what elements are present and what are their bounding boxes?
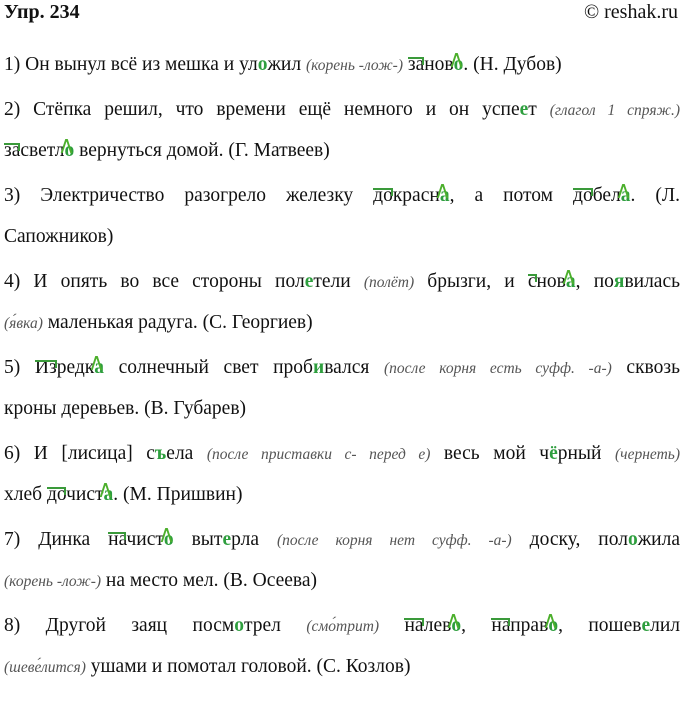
grammar-note: (корень -лож-) bbox=[305, 57, 404, 74]
ending-marked: о bbox=[548, 615, 559, 636]
exercise-item-8 bbox=[4, 605, 680, 687]
sentence-text: чист bbox=[66, 484, 104, 505]
highlighted-letter: я bbox=[613, 271, 625, 292]
sentence-text: ушами и помотал головой. (С. Козлов) bbox=[85, 656, 411, 677]
sentence-text: рный bbox=[557, 443, 616, 464]
exercise-item-1 bbox=[4, 44, 680, 85]
text-line bbox=[4, 216, 680, 257]
exercise-item-6 bbox=[4, 433, 680, 515]
ending-marked: о bbox=[163, 529, 174, 550]
sentence-text: нов bbox=[536, 271, 566, 292]
grammar-note: (глагол 1 спряж.) bbox=[549, 102, 680, 119]
sentence-text: . (Н. Дубов) bbox=[463, 54, 562, 75]
sentence-text: , а потом bbox=[449, 185, 574, 206]
text-line bbox=[4, 646, 680, 687]
sentence-text: 8) Другой заяц посм bbox=[4, 615, 235, 636]
sentence-text: светл bbox=[20, 140, 65, 161]
grammar-note: (после корня есть суфф. -а-) bbox=[384, 360, 612, 377]
exercise-title: Упр. 234 bbox=[4, 1, 80, 23]
grammar-note: (после приставки с- перед е) bbox=[206, 446, 431, 463]
sentence-text: на место мел. (В. Осеева) bbox=[101, 570, 318, 591]
sentence-text: , bbox=[461, 615, 492, 636]
grammar-note: (смо́трит) bbox=[306, 618, 380, 635]
grammar-note: (я́вка) bbox=[4, 315, 43, 332]
highlighted-letter: ё bbox=[549, 443, 558, 464]
highlighted-letter: и bbox=[312, 357, 325, 378]
prefix-marked: до bbox=[373, 185, 393, 206]
ending-marked: о bbox=[453, 54, 464, 75]
text-line bbox=[4, 302, 680, 343]
exercise-item-2 bbox=[4, 89, 680, 171]
prefix-marked: на bbox=[404, 615, 424, 636]
sentence-text: . (Л. bbox=[630, 185, 680, 206]
sentence-text: доску, пол bbox=[511, 529, 628, 550]
sentence-text: трел bbox=[243, 615, 307, 636]
ending-marked: а bbox=[620, 185, 631, 206]
grammar-note: (полёт) bbox=[363, 274, 415, 291]
sentence-text: жила bbox=[637, 529, 680, 550]
sentence-text: , пошев bbox=[558, 615, 642, 636]
sentence-text: редк bbox=[56, 357, 95, 378]
sentence-text: , по bbox=[575, 271, 614, 292]
sentence-text: хлеб bbox=[4, 484, 47, 505]
sentence-text: 6) И [лисица] с bbox=[4, 443, 155, 464]
sentence-text: жил bbox=[267, 54, 306, 75]
highlighted-letter: о bbox=[257, 54, 268, 75]
text-line bbox=[4, 388, 680, 429]
sentence-text: ела bbox=[166, 443, 207, 464]
exercise-content bbox=[4, 44, 680, 691]
grammar-note: (чернеть) bbox=[615, 446, 680, 463]
text-line bbox=[4, 347, 680, 388]
exercise-item-5 bbox=[4, 347, 680, 429]
sentence-text: 5) bbox=[4, 357, 35, 378]
sentence-text: 7) Динка bbox=[4, 529, 109, 550]
exercise-item-7 bbox=[4, 519, 680, 601]
ending-marked: а bbox=[94, 357, 104, 378]
prefix-marked: Из bbox=[34, 357, 57, 378]
sentence-text: чист bbox=[126, 529, 164, 550]
sentence-text: прав bbox=[510, 615, 549, 636]
highlighted-letter: ъ bbox=[154, 443, 167, 464]
sentence-text: тели bbox=[313, 271, 364, 292]
prefix-marked: на bbox=[108, 529, 127, 550]
prefix-marked: с bbox=[527, 271, 537, 292]
sentence-text: вался bbox=[324, 357, 384, 378]
highlighted-letter: о bbox=[234, 615, 244, 636]
text-line bbox=[4, 261, 680, 302]
ending-marked: а bbox=[565, 271, 576, 292]
exercise-item-3 bbox=[4, 175, 680, 257]
grammar-note: (корень -лож-) bbox=[4, 573, 102, 590]
sentence-text: лил bbox=[650, 615, 680, 636]
copyright-label: © reshak.ru bbox=[583, 1, 678, 23]
page-header bbox=[4, 0, 678, 26]
sentence-text: брызги, и bbox=[414, 271, 528, 292]
sentence-text: рла bbox=[231, 529, 277, 550]
sentence-text: т bbox=[528, 99, 550, 120]
sentence-text: вилась bbox=[624, 271, 681, 292]
grammar-note: (после корня нет суфф. -а-) bbox=[276, 532, 512, 549]
sentence-text: весь мой ч bbox=[430, 443, 550, 464]
sentence-text bbox=[379, 615, 404, 636]
sentence-text: нов bbox=[424, 54, 454, 75]
sentence-text: 4) И опять во все стороны пол bbox=[4, 271, 305, 292]
text-line bbox=[4, 89, 680, 130]
sentence-text: бел bbox=[592, 185, 621, 206]
highlighted-letter: е bbox=[222, 529, 232, 550]
sentence-text: Сапожников) bbox=[4, 226, 114, 247]
sentence-text: 2) Стёпка решил, что времени ещё немного и он успе bbox=[4, 99, 520, 120]
prefix-marked: за bbox=[4, 140, 21, 161]
prefix-marked: за bbox=[407, 54, 425, 75]
text-line bbox=[4, 44, 680, 85]
sentence-text: . (М. Пришвин) bbox=[113, 484, 243, 505]
text-line bbox=[4, 605, 680, 646]
sentence-text: выт bbox=[173, 529, 223, 550]
prefix-marked: на bbox=[491, 615, 511, 636]
highlighted-letter: е bbox=[641, 615, 651, 636]
sentence-text: 1) Он вынул всё из мешка и ул bbox=[4, 54, 258, 75]
sentence-text: солнечный свет проб bbox=[103, 357, 313, 378]
highlighted-letter: о bbox=[627, 529, 638, 550]
exercise-item-4 bbox=[4, 261, 680, 343]
text-line bbox=[4, 175, 680, 216]
sentence-text: кроны деревьев. (В. Губарев) bbox=[4, 398, 247, 419]
highlighted-letter: е bbox=[519, 99, 529, 120]
text-line bbox=[4, 519, 680, 560]
prefix-marked: до bbox=[46, 484, 67, 505]
sentence-text: сквозь bbox=[611, 357, 680, 378]
sentence-text: 3) Электричество разогрело железку bbox=[4, 185, 374, 206]
text-line bbox=[4, 130, 680, 171]
text-line bbox=[4, 560, 680, 601]
highlighted-letter: е bbox=[304, 271, 314, 292]
ending-marked: а bbox=[103, 484, 114, 505]
sentence-text: красн bbox=[392, 185, 440, 206]
ending-marked: а bbox=[439, 185, 450, 206]
grammar-note: (шеве́лится) bbox=[4, 659, 86, 676]
sentence-text: маленькая радуга. (С. Георгиев) bbox=[42, 312, 313, 333]
prefix-marked: до bbox=[573, 185, 593, 206]
ending-marked: о bbox=[64, 140, 75, 161]
text-line bbox=[4, 433, 680, 474]
ending-marked: о bbox=[451, 615, 462, 636]
sentence-text: вернуться домой. (Г. Матвеев) bbox=[74, 140, 330, 161]
sentence-text: лев bbox=[423, 615, 452, 636]
text-line bbox=[4, 474, 680, 515]
